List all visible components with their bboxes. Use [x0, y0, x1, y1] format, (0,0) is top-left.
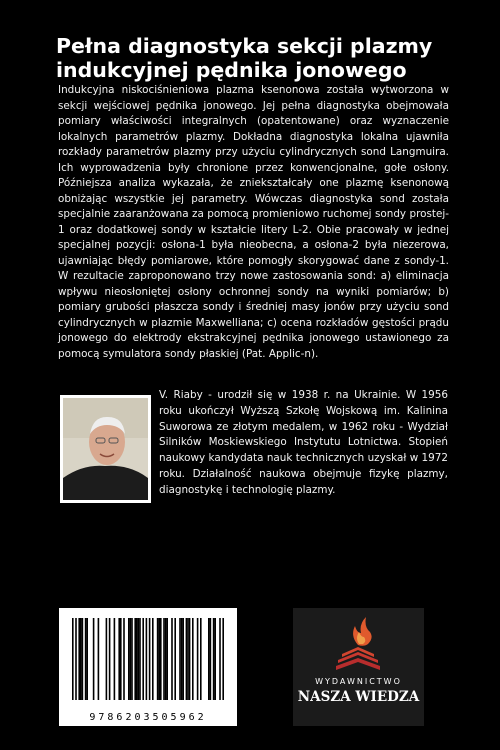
- book-abstract: Indukcyjna niskociśnieniowa plazma ksenonowa została wytworzona w sekcji wejściowej pędnika jonowego. Jej pełna diagnostyka obejmowała pomiary właściwości integralnych (opatentowane) oraz wyznaczenie lokalnych parametrów plazmy. Dokładna diagnostyka lokalna ujawniła rozkłady parametrów plazmy przy użyciu cylindrycznych sond Langmuira. Ich wyprowadzenia były chronione przez konwencjonalne, gołe osłony. Późniejsza analiza wykazała, że zniekształcały one plazmę ksenonową obniżając wszystkie jej parametry. Wówczas diagnostyka sond została specjalnie zaaranżowana za pomocą promieniowo ruchomej sondy prostej-1 oraz dodatkowej sondy w kształcie litery L-2. Obie pracowały w jednej specjalnej pozycji: osłona-1 była nieobecna, a osłona-2 była niezerowa, ujawniając błędy pomiarowe, które pomogły skorygować dane z sondy-1. W rezultacie zaproponowano trzy nowe zastosowania sond: a) eliminacja wpływu nieosłoniętej osłony ochronnej sondy na wyniki pomiarów; b) pomiary grubości płaszcza sondy i średniej masy jonów przy użyciu sond cylindrycznych w plazmie Maxwelliana; c) ocena rozkładów gęstości prądu jonowego do elektrody ekstrakcyjnej pędnika jonowego ustawionego za pomocą symulatora sondy płaskiej (Pat. Applic-n).: [58, 84, 449, 360]
- book-title: Pełna diagnostyka sekcji plazmy indukcyjnej pędnika jonowego: [56, 34, 433, 82]
- barcode-bar: [174, 618, 176, 700]
- barcode-bar: [165, 618, 167, 700]
- barcode-bar: [80, 618, 82, 700]
- barcode-bar: [210, 618, 212, 700]
- barcode-bar: [86, 618, 88, 700]
- barcode-bar: [146, 618, 148, 700]
- barcode-bar: [106, 618, 108, 700]
- barcode-bar: [158, 618, 160, 700]
- barcode-bar: [197, 618, 199, 700]
- barcode-bar: [78, 618, 80, 700]
- barcode-bar: [139, 618, 141, 700]
- barcode-bar: [189, 618, 191, 700]
- barcode-bar: [219, 618, 221, 700]
- publisher-name-line1: WYDAWNICTWO: [315, 677, 402, 686]
- publisher-name-line2: NASZA WIEDZA: [297, 689, 420, 705]
- barcode-bar: [152, 618, 154, 700]
- barcode-bar: [187, 618, 189, 700]
- barcode-bar: [149, 618, 151, 700]
- barcode-bar: [160, 618, 162, 700]
- barcode-bar: [114, 618, 116, 700]
- barcode-bar: [98, 618, 100, 700]
- author-bio: V. Riaby - urodził się w 1938 r. na Ukrainie. W 1956 roku ukończył Wyższą Szkołę Wojskową im. Kalinina Suworowa ze złotym medalem, w 1962 roku - Wydział Silników Moskiewskiego Instytutu Lotnictwa. Stopień naukowy kandydata nauk technicznych uzyskał w 1972 roku. Działalność naukowa obejmuje fizykę plazmy, diagnostykę i technologię plazmy.: [159, 389, 448, 496]
- barcode-bar: [123, 618, 125, 700]
- barcode-bar: [75, 618, 77, 700]
- barcode-bar: [118, 618, 120, 700]
- barcode-bar: [82, 618, 84, 700]
- barcode-bar: [93, 618, 95, 700]
- barcode-bar: [208, 618, 210, 700]
- barcode-bar: [181, 618, 183, 700]
- barcode-bar: [128, 618, 130, 700]
- barcode-bar: [213, 618, 215, 700]
- barcode-bar: [136, 618, 138, 700]
- publisher-logo: [293, 608, 424, 726]
- barcode-bar: [130, 618, 132, 700]
- barcode-bar: [120, 618, 122, 700]
- author-photo: [60, 395, 151, 503]
- barcode-bar: [192, 618, 194, 700]
- barcode-bar: [72, 618, 74, 700]
- barcode-bar: [131, 618, 133, 700]
- barcode-bar: [182, 618, 184, 700]
- barcode-bar: [214, 618, 216, 700]
- barcode-bar: [166, 618, 168, 700]
- barcode-bar: [138, 618, 140, 700]
- barcode-bars: [59, 608, 237, 708]
- barcode-bar: [157, 618, 159, 700]
- book-flame-icon: [328, 614, 388, 674]
- isbn-barcode: [59, 608, 237, 726]
- barcode-bar: [134, 618, 136, 700]
- barcode-bar: [171, 618, 173, 700]
- barcode-bar: [85, 618, 87, 700]
- barcode-bar: [200, 618, 202, 700]
- barcode-bar: [186, 618, 188, 700]
- barcode-bar: [179, 618, 181, 700]
- barcode-bar: [163, 618, 165, 700]
- isbn-number: 9786203505962: [89, 712, 207, 723]
- barcode-bar: [142, 618, 144, 700]
- barcode-bar: [109, 618, 111, 700]
- barcode-bar: [222, 618, 224, 700]
